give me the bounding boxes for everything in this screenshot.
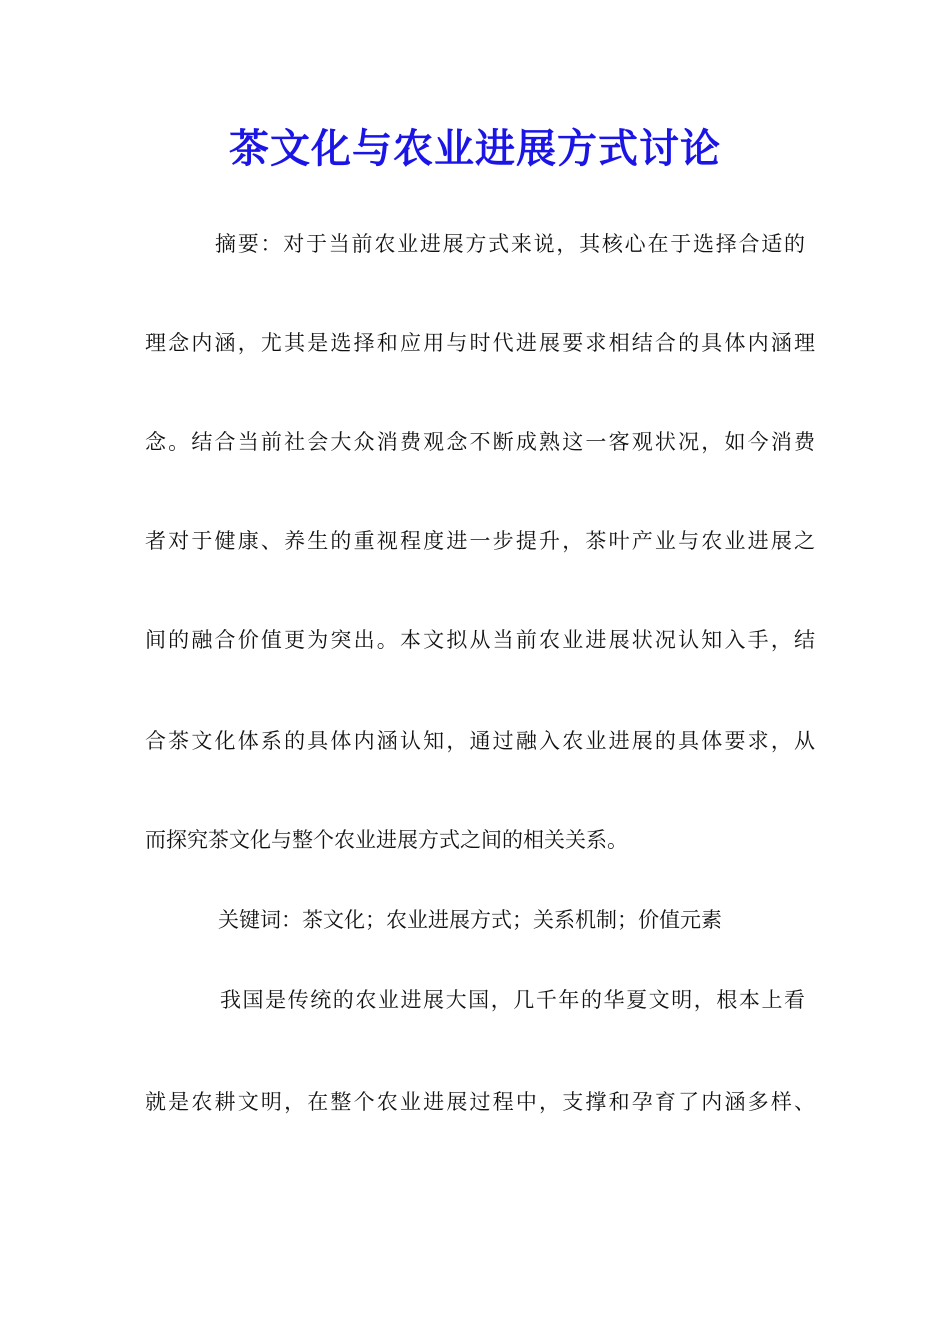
keywords-line: 关键词：茶文化；农业进展方式；关系机制；价值元素 (218, 908, 722, 932)
abstract-line: 者对于健康、养生的重视程度进一步提升，茶叶产业与农业进展之 (145, 529, 815, 553)
abstract-line: 而探究茶文化与整个农业进展方式之间的相关关系。 (145, 828, 628, 852)
body-line: 我国是传统的农业进展大国，几千年的华夏文明，根本上看 (220, 988, 805, 1012)
abstract-line: 念。结合当前社会大众消费观念不断成熟这一客观状况，如今消费 (145, 430, 815, 454)
body-line: 就是农耕文明，在整个农业进展过程中，支撑和孕育了内涵多样、 (145, 1090, 815, 1114)
abstract-line: 摘要：对于当前农业进展方式来说，其核心在于选择合适的 (215, 232, 805, 256)
abstract-line: 间的融合价值更为突出。本文拟从当前农业进展状况认知入手，结 (145, 628, 815, 652)
abstract-line: 合茶文化体系的具体内涵认知，通过融入农业进展的具体要求，从 (145, 729, 815, 753)
document-title: 茶文化与农业进展方式讨论 (229, 125, 721, 172)
abstract-line: 理念内涵，尤其是选择和应用与时代进展要求相结合的具体内涵理 (145, 331, 815, 355)
